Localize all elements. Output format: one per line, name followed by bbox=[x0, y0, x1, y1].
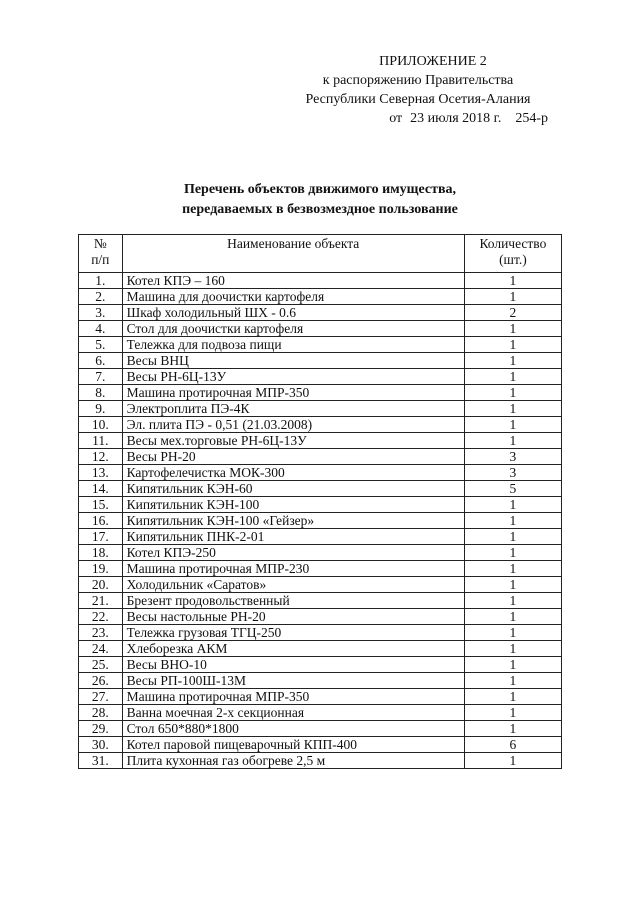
row-qty-cell: 1 bbox=[464, 337, 561, 353]
table-row bbox=[79, 561, 562, 577]
table-row bbox=[79, 289, 562, 305]
row-qty-cell: 1 bbox=[464, 497, 561, 513]
table-row bbox=[79, 529, 562, 545]
row-qty-cell: 2 bbox=[464, 305, 561, 321]
objects-table bbox=[78, 234, 562, 769]
table-row bbox=[79, 481, 562, 497]
row-number-cell: 15. bbox=[79, 497, 123, 513]
row-qty-cell: 1 bbox=[464, 625, 561, 641]
row-number-cell: 16. bbox=[79, 513, 123, 529]
row-name-cell: Брезент продовольственный bbox=[122, 593, 464, 609]
table-row bbox=[79, 369, 562, 385]
row-qty-cell: 5 bbox=[464, 481, 561, 497]
government-name-line: Республики Северная Осетия-Алания bbox=[305, 92, 531, 107]
appendix-header bbox=[288, 52, 548, 128]
row-name-cell: Тележка грузовая ТГЦ-250 bbox=[122, 625, 464, 641]
row-qty-cell: 1 bbox=[464, 353, 561, 369]
table-row bbox=[79, 689, 562, 705]
row-name-cell: Весы ВНО-10 bbox=[122, 657, 464, 673]
row-number-cell: 13. bbox=[79, 465, 123, 481]
table-row bbox=[79, 353, 562, 369]
row-number-cell: 14. bbox=[79, 481, 123, 497]
row-name-cell: Ванна моечная 2-х секционная bbox=[122, 705, 464, 721]
table-row bbox=[79, 337, 562, 353]
row-name-cell: Кипятильник КЭН-100 «Гейзер» bbox=[122, 513, 464, 529]
table-row bbox=[79, 433, 562, 449]
row-number-cell: 12. bbox=[79, 449, 123, 465]
row-qty-cell: 1 bbox=[464, 657, 561, 673]
appendix-label: ПРИЛОЖЕНИЕ 2 bbox=[379, 54, 487, 69]
row-name-cell: Весы мех.торговые РН-6Ц-13У bbox=[122, 433, 464, 449]
table-row bbox=[79, 705, 562, 721]
row-qty-cell: 1 bbox=[464, 321, 561, 337]
row-number-cell: 20. bbox=[79, 577, 123, 593]
row-number-cell: 6. bbox=[79, 353, 123, 369]
table-row bbox=[79, 321, 562, 337]
table-row bbox=[79, 721, 562, 737]
row-name-cell: Машина протирочная МПР-350 bbox=[122, 385, 464, 401]
row-name-cell: Картофелечистка МОК-300 bbox=[122, 465, 464, 481]
row-qty-cell: 1 bbox=[464, 401, 561, 417]
row-name-cell: Весы ВНЦ bbox=[122, 353, 464, 369]
row-number-cell: 19. bbox=[79, 561, 123, 577]
row-qty-cell: 1 bbox=[464, 417, 561, 433]
row-number-cell: 11. bbox=[79, 433, 123, 449]
row-qty-cell: 1 bbox=[464, 673, 561, 689]
header-qty-line2: (шт.) bbox=[499, 252, 527, 267]
row-qty-cell: 1 bbox=[464, 689, 561, 705]
table-row bbox=[79, 593, 562, 609]
table-row bbox=[79, 513, 562, 529]
header-name: Наименование объекта bbox=[122, 235, 464, 273]
row-qty-cell: 1 bbox=[464, 577, 561, 593]
order-date: 23 июля 2018 г. bbox=[410, 111, 502, 126]
row-number-cell: 18. bbox=[79, 545, 123, 561]
row-name-cell: Шкаф холодильный ШХ - 0.6 bbox=[122, 305, 464, 321]
table-row bbox=[79, 737, 562, 753]
row-number-cell: 8. bbox=[79, 385, 123, 401]
table-row bbox=[79, 417, 562, 433]
header-num bbox=[79, 235, 123, 273]
row-qty-cell: 1 bbox=[464, 513, 561, 529]
row-qty-cell: 1 bbox=[464, 593, 561, 609]
row-number-cell: 28. bbox=[79, 705, 123, 721]
table-body bbox=[79, 273, 562, 769]
row-qty-cell: 1 bbox=[464, 529, 561, 545]
row-name-cell: Машина для доочистки картофеля bbox=[122, 289, 464, 305]
table-row bbox=[79, 305, 562, 321]
row-name-cell: Котел паровой пищеварочный КПП-400 bbox=[122, 737, 464, 753]
row-name-cell: Стол 650*880*1800 bbox=[122, 721, 464, 737]
table-row bbox=[79, 273, 562, 289]
table-row bbox=[79, 465, 562, 481]
table-row bbox=[79, 449, 562, 465]
table-row bbox=[79, 577, 562, 593]
row-qty-cell: 1 bbox=[464, 561, 561, 577]
row-qty-cell: 1 bbox=[464, 433, 561, 449]
header-qty-line1: Количество bbox=[479, 236, 547, 251]
row-name-cell: Весы РП-100Ш-13М bbox=[122, 673, 464, 689]
row-qty-cell: 1 bbox=[464, 609, 561, 625]
title-line-2: передаваемых в безвозмездное пользование bbox=[182, 202, 458, 217]
row-name-cell: Весы РН-6Ц-13У bbox=[122, 369, 464, 385]
row-qty-cell: 1 bbox=[464, 721, 561, 737]
row-number-cell: 26. bbox=[79, 673, 123, 689]
row-name-cell: Весы РН-20 bbox=[122, 449, 464, 465]
row-number-cell: 9. bbox=[79, 401, 123, 417]
table-row bbox=[79, 401, 562, 417]
row-number-cell: 30. bbox=[79, 737, 123, 753]
table-row bbox=[79, 753, 562, 769]
header-qty bbox=[464, 235, 561, 273]
table-row bbox=[79, 497, 562, 513]
row-qty-cell: 3 bbox=[464, 465, 561, 481]
row-number-cell: 2. bbox=[79, 289, 123, 305]
row-name-cell: Кипятильник ПНК-2-01 bbox=[122, 529, 464, 545]
row-number-cell: 25. bbox=[79, 657, 123, 673]
row-name-cell: Весы настольные РН-20 bbox=[122, 609, 464, 625]
row-qty-cell: 1 bbox=[464, 545, 561, 561]
row-name-cell: Электроплита ПЭ-4К bbox=[122, 401, 464, 417]
row-number-cell: 29. bbox=[79, 721, 123, 737]
table-row bbox=[79, 641, 562, 657]
header-num-line1: № bbox=[93, 236, 107, 251]
row-name-cell: Хлеборезка АКМ bbox=[122, 641, 464, 657]
row-name-cell: Эл. плита ПЭ - 0,51 (21.03.2008) bbox=[122, 417, 464, 433]
row-name-cell: Котел КПЭ-250 bbox=[122, 545, 464, 561]
row-number-cell: 27. bbox=[79, 689, 123, 705]
date-prefix: от bbox=[389, 111, 403, 126]
row-number-cell: 7. bbox=[79, 369, 123, 385]
row-qty-cell: 1 bbox=[464, 705, 561, 721]
row-number-cell: 1. bbox=[79, 273, 123, 289]
table-row bbox=[79, 657, 562, 673]
table-row bbox=[79, 545, 562, 561]
table-row bbox=[79, 625, 562, 641]
row-name-cell: Котел КПЭ – 160 bbox=[122, 273, 464, 289]
row-name-cell: Машина протирочная МПР-230 bbox=[122, 561, 464, 577]
row-name-cell: Машина протирочная МПР-350 bbox=[122, 689, 464, 705]
row-qty-cell: 1 bbox=[464, 369, 561, 385]
row-qty-cell: 6 bbox=[464, 737, 561, 753]
table-row bbox=[79, 385, 562, 401]
row-number-cell: 5. bbox=[79, 337, 123, 353]
row-number-cell: 23. bbox=[79, 625, 123, 641]
row-number-cell: 21. bbox=[79, 593, 123, 609]
row-number-cell: 10. bbox=[79, 417, 123, 433]
table-row bbox=[79, 673, 562, 689]
table-header-row bbox=[79, 235, 562, 273]
row-qty-cell: 1 bbox=[464, 385, 561, 401]
row-name-cell: Плита кухонная газ обогреве 2,5 м bbox=[122, 753, 464, 769]
row-qty-cell: 1 bbox=[464, 273, 561, 289]
row-number-cell: 31. bbox=[79, 753, 123, 769]
row-name-cell: Тележка для подвоза пищи bbox=[122, 337, 464, 353]
row-number-cell: 3. bbox=[79, 305, 123, 321]
table-row bbox=[79, 609, 562, 625]
title-line-1: Перечень объектов движимого имущества, bbox=[183, 182, 457, 197]
row-number-cell: 22. bbox=[79, 609, 123, 625]
row-number-cell: 24. bbox=[79, 641, 123, 657]
row-name-cell: Кипятильник КЭН-60 bbox=[122, 481, 464, 497]
header-num-line2: п/п bbox=[91, 252, 110, 267]
order-number: 254-р bbox=[515, 111, 548, 126]
row-name-cell: Стол для доочистки картофеля bbox=[122, 321, 464, 337]
order-reference-line: к распоряжению Правительства bbox=[322, 73, 514, 88]
order-date-line bbox=[288, 109, 548, 128]
row-name-cell: Холодильник «Саратов» bbox=[122, 577, 464, 593]
row-number-cell: 4. bbox=[79, 321, 123, 337]
document-title bbox=[0, 180, 640, 220]
row-qty-cell: 1 bbox=[464, 641, 561, 657]
row-qty-cell: 3 bbox=[464, 449, 561, 465]
row-qty-cell: 1 bbox=[464, 289, 561, 305]
row-qty-cell: 1 bbox=[464, 753, 561, 769]
row-name-cell: Кипятильник КЭН-100 bbox=[122, 497, 464, 513]
row-number-cell: 17. bbox=[79, 529, 123, 545]
